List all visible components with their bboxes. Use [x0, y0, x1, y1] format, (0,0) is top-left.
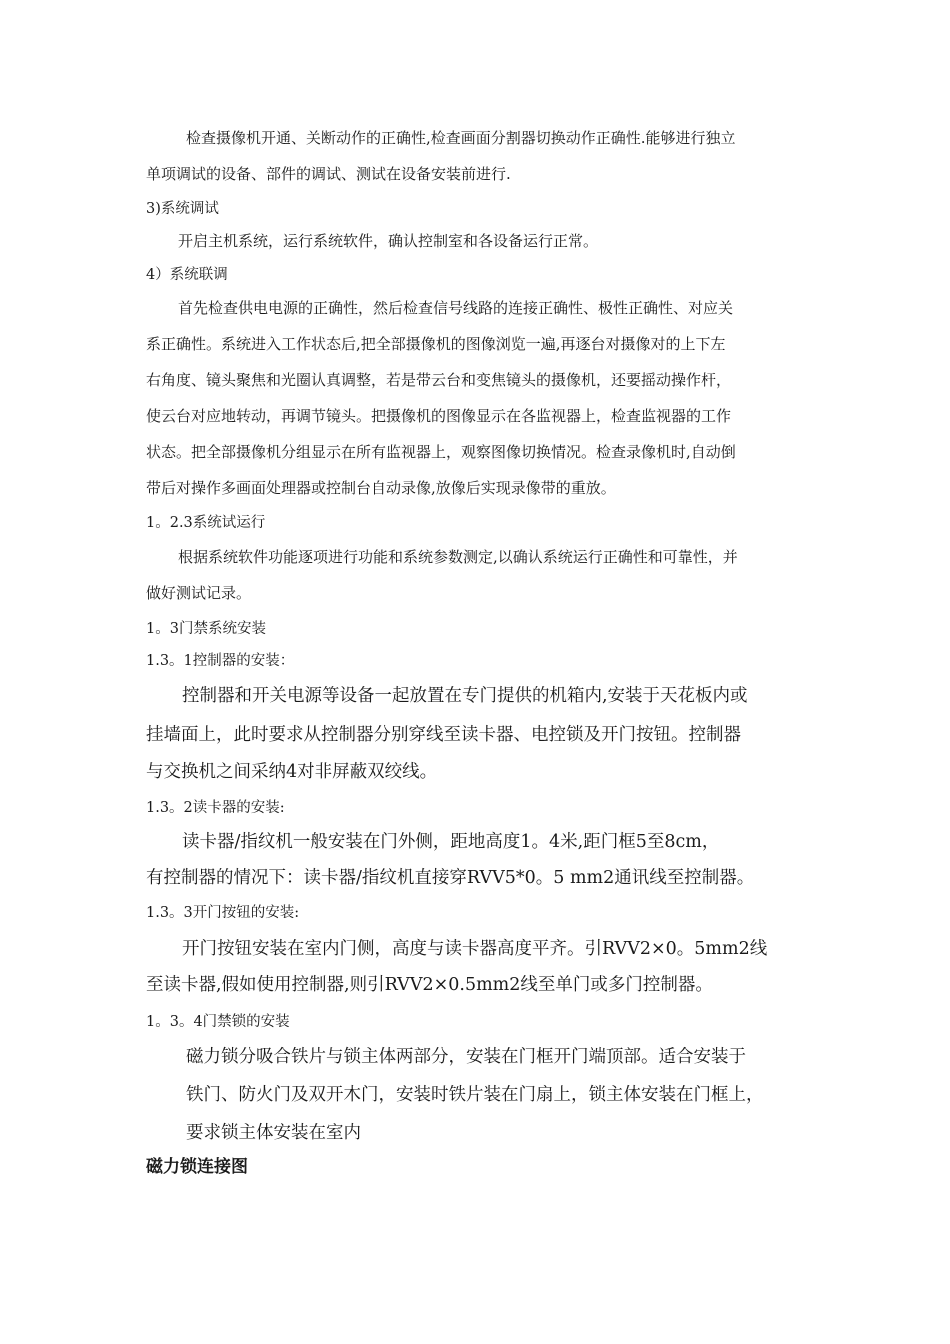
paragraph-line: 右角度、镜头聚焦和光圈认真调整，若是带云台和变焦镜头的摄像机，还要摇动操作杆，: [146, 371, 732, 389]
section-heading: 1。2.3系统试运行: [146, 515, 266, 531]
section-heading: 1.3。1控制器的安装：: [146, 653, 295, 669]
paragraph-line: 要求锁主体安装在室内: [186, 1123, 361, 1143]
paragraph-line: 读卡器/指纹机一般安装在门外侧，距地高度1。4米,距门框5至8cm，: [182, 832, 720, 852]
paragraph-line: 系正确性。系统进入工作状态后,把全部摄像机的图像浏览一遍,再逐台对摄像对的上下左: [146, 335, 726, 353]
paragraph-line: 挂墙面上，此时要求从控制器分别穿线至读卡器、电控锁及开门按钮。控制器: [146, 725, 741, 745]
paragraph-line: 铁门、防火门及双开木门，安装时铁片装在门扇上，锁主体安装在门框上，: [186, 1085, 764, 1105]
paragraph-line: 检查摄像机开通、关断动作的正确性,检查画面分割器切换动作正确性.能够进行独立: [186, 129, 736, 147]
section-heading: 4）系统联调: [146, 267, 228, 283]
section-heading: 1.3。2读卡器的安装:: [146, 800, 285, 816]
figure-caption: 磁力锁连接图: [146, 1157, 248, 1177]
paragraph-line: 带后对操作多画面处理器或控制台自动录像,放像后实现录像带的重放。: [146, 479, 616, 497]
paragraph-line: 状态。把全部摄像机分组显示在所有监视器上，观察图像切换情况。检查录像机时,自动倒: [146, 443, 736, 461]
paragraph-line: 至读卡器,假如使用控制器,则引RVV2×0.5mm2线至单门或多门控制器。: [146, 975, 713, 995]
paragraph-line: 根据系统软件功能逐项进行功能和系统参数测定,以确认系统运行正确性和可靠性，并: [178, 548, 738, 566]
paragraph-line: 有控制器的情况下：读卡器/指纹机直接穿RVV5*0。5 mm2通讯线至控制器。: [146, 868, 755, 888]
section-heading: 1。3门禁系统安装: [146, 621, 266, 637]
paragraph-line: 控制器和开关电源等设备一起放置在专门提供的机箱内,安装于天花板内或: [182, 686, 748, 706]
paragraph-line: 单项调试的设备、部件的调试、测试在设备安装前进行.: [146, 165, 511, 183]
paragraph-line: 使云台对应地转动，再调节镜头。把摄像机的图像显示在各监视器上，检查监视器的工作: [146, 407, 732, 425]
paragraph-line: 首先检查供电电源的正确性，然后检查信号线路的连接正确性、极性正确性、对应关: [178, 299, 734, 317]
paragraph-line: 开启主机系统，运行系统软件，确认控制室和各设备运行正常。: [178, 232, 599, 250]
paragraph-line: 做好测试记录。: [146, 584, 252, 602]
section-heading: 3)系统调试: [146, 201, 219, 217]
section-heading: 1.3。3开门按钮的安装:: [146, 905, 300, 921]
paragraph-line: 磁力锁分吸合铁片与锁主体两部分，安装在门框开门端顶部。适合安装于: [186, 1047, 746, 1067]
paragraph-line: 与交换机之间采纳4对非屏蔽双绞线。: [146, 762, 438, 782]
section-heading: 1。3。4门禁锁的安装: [146, 1014, 290, 1030]
paragraph-line: 开门按钮安装在室内门侧，高度与读卡器高度平齐。引RVV2×0。5mm2线: [182, 939, 768, 959]
